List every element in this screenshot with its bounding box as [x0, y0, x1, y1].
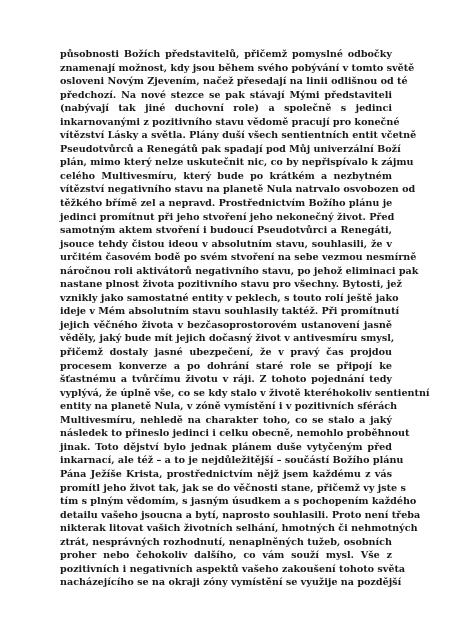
text-line: vítězství Lásky a světla. Plány duší všech sentientních entit včetně: [60, 130, 417, 142]
text-line: procesem konverze a po dohrání staré role se připojí ke: [60, 360, 392, 372]
text-line: náročnou roli aktivátorů negativního stavu, po jehož eliminaci pak: [60, 265, 419, 277]
text-line: věděly, jaký bude mít jejich dočasný život v antivesmíru smysl,: [60, 333, 395, 345]
text-line: nastane plnost života pozitivního stavu pro všechny. Bytosti, jež: [60, 279, 402, 291]
text-line: působnosti Božích představitelů, přičemž pomyslné odbočky: [60, 49, 392, 60]
text-line: inkarnací, ale též – a to je nejdůležitější – součástí Božího plánu: [60, 455, 404, 467]
text-line: následek to přineslo jedinci i celku obecně, nemohlo proběhnout: [60, 428, 410, 440]
text-line: jejich věčného života v bezčasoprostorovém ustanovení jasně: [60, 319, 392, 331]
text-line: ideje v Mém absolutním stavu souhlasily taktéž. Při promítnutí: [60, 306, 400, 318]
text-line: jedinci promítnut při jeho stvoření jeho nekonečný život. Před: [60, 211, 395, 223]
text-line: tím s plným vědomím, s jasným úsudkem a s pochopením každého: [60, 496, 417, 508]
text-line: nacházejícího se na okraji zóny vymístění se využije na pozdější: [60, 577, 402, 589]
text-line: znamenají možnost, kdy jsou během svého pobývání v tomto světě: [60, 62, 415, 74]
text-line: entity na planetě Nula, v zóně vymístění i v pozitivních sférách: [60, 401, 398, 413]
text-line: šťastnému a tvůrčímu životu v ráji. Z tohoto pojednání tedy: [60, 374, 392, 386]
text-line: osloveni Novým Zjevením, načež přesedají na linii odlišnou od té: [60, 76, 408, 88]
text-line: vyplývá, že úplně vše, co se kdy stalo v životě kteréhokoliv sentientní: [60, 387, 430, 399]
text-line: inkarnovanými z pozitivního stavu vědomě pracují pro konečné: [60, 116, 400, 128]
text-line: Pseudotvůrců a Renegátů pak spadají pod Můj univerzální Boží: [60, 143, 401, 155]
text-line: celého Multivesmíru, který bude po krátkém a nezbytném: [60, 170, 392, 182]
text-line: ztrát, nesprávných rozhodnutí, nenaplněných tužeb, osobních: [60, 536, 392, 548]
text-line: (nabývají tak jiné duchovní role) a společně s jedinci: [60, 103, 392, 115]
text-line: Multivesmíru, nehledě na charakter toho, co se stalo a jaký: [60, 414, 392, 426]
text-line: vítězství negativního stavu na planetě Nula natrvalo osvobozen od: [60, 184, 416, 196]
text-line: samotným aktem stvoření i budoucí Pseudotvůrci a Renegáti,: [60, 225, 392, 237]
text-line: plán, mimo který nelze uskutečnit nic, co by nepřispívalo k zájmu: [60, 157, 414, 169]
text-line: předchozí. Na nové stezce se pak stávají Mými představiteli: [60, 89, 392, 101]
text-line: nikterak litovat vašich životních selhání, hmotných či nehmotných: [60, 523, 418, 535]
text-line: jsouce tehdy čistou ideou v absolutním stavu, souhlasili, že v: [60, 238, 392, 250]
text-line: proher nebo čehokoliv dalšího, co vám souží mysl. Vše z: [60, 550, 392, 562]
text-line: vznikly jako samostatné entity v peklech, s touto rolí ještě jako: [60, 292, 399, 304]
text-line: detailu vašeho jsoucna a bytí, naprosto souhlasili. Proto není třeba: [60, 509, 421, 521]
body-text: [60, 48, 430, 590]
text-line: přičemž dostaly jasné ubezpečení, že v pravý čas projdou: [60, 347, 392, 359]
text-line: Pána Ježíše Krista, prostřednictvím nějž jsem každému z vás: [60, 468, 392, 480]
text-line: pozitivních i negativních aspektů vašeho zakoušení tohoto světa: [60, 563, 406, 575]
text-line: jinak. Toto dějství bylo jednak plánem duše vytyčeným před: [60, 441, 392, 453]
text-line: určitém časovém bodě po svém stvoření na sebe vezmou nesmírně: [60, 252, 417, 264]
text-line: těžkého břímě zel a nepravd. Prostřednictvím Božího plánu je: [60, 198, 393, 210]
text-line: promítl jeho život tak, jak se do věčnosti stane, přičemž vy jste s: [60, 482, 406, 494]
